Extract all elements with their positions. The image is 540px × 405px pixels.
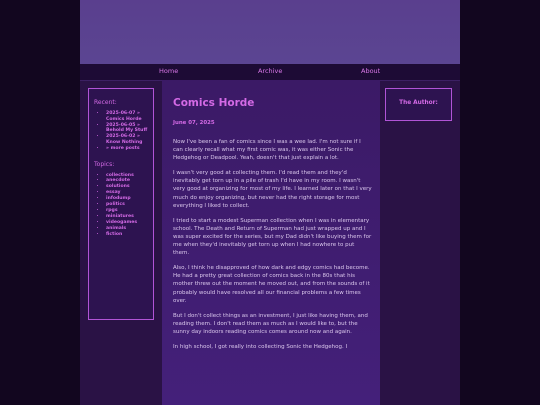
- post-title: Comics Horde: [173, 97, 255, 109]
- recent-post-link[interactable]: 2025-06-05 » Behold My Stuff: [106, 122, 148, 134]
- topic-link[interactable]: videogames: [106, 219, 138, 225]
- topic-link[interactable]: miniatures: [106, 213, 134, 219]
- list-item: [106, 232, 149, 238]
- topic-link[interactable]: animals: [106, 225, 127, 231]
- nav-home-link[interactable]: Home: [159, 67, 179, 75]
- recent-post-link[interactable]: 2025-06-02 » Know Nothing: [106, 134, 143, 145]
- post-paragraph: I tried to start a modest Superman collection when I was in elementary school. The Death and Return of Superman had just wrapped up and I was super excited for the series, but my Dad didn't like buying them for me when they'd inevitably get torn up when I had nowhere to put them.: [173, 217, 372, 257]
- topic-link[interactable]: politics: [106, 202, 125, 208]
- topic-link[interactable]: collections: [106, 172, 134, 178]
- nav-archive-link[interactable]: Archive: [258, 67, 283, 75]
- topic-link[interactable]: anecdote: [106, 178, 130, 184]
- more-posts-link[interactable]: » more posts: [106, 145, 140, 151]
- list-item: [106, 134, 149, 146]
- list-item: [106, 146, 149, 152]
- header-banner: [80, 0, 460, 65]
- top-nav: [80, 64, 460, 81]
- list-item: [106, 123, 149, 135]
- page-frame: [80, 0, 460, 405]
- recent-post-link[interactable]: 2025-06-07 » Comics Horde: [106, 111, 142, 122]
- post-paragraph: Now I've been a fan of comics since I was a wee lad. I'm not sure if I can clearly recall what my first comic was, it was either Sonic the Hedgehog or Deadpool. Yeah, doesn't that just explain a lot.: [173, 139, 361, 162]
- author-box: [385, 88, 452, 121]
- topics-list: [94, 173, 149, 238]
- topics-heading: Topics:: [94, 160, 115, 168]
- nav-about-link[interactable]: About: [361, 67, 381, 75]
- topic-link[interactable]: solutions: [106, 184, 130, 190]
- post-paragraph: But I don't collect things as an investment, I just like having them, and reading them. I don't read them as much as I would like to, but the sunny day indoors reading comics comes around now and again.: [173, 312, 368, 335]
- topic-link[interactable]: fiction: [106, 231, 123, 237]
- topic-link[interactable]: essay: [106, 190, 121, 196]
- author-heading: The Author:: [399, 100, 438, 106]
- post-paragraph: In high school, I got really into collecting Sonic the Hedgehog. I: [173, 343, 348, 350]
- topic-link[interactable]: rpgs: [106, 208, 118, 214]
- recent-list: [94, 111, 149, 152]
- main-content: [162, 80, 380, 405]
- post-date: June 07, 2025: [173, 120, 215, 126]
- topic-link[interactable]: infodump: [106, 196, 131, 202]
- left-sidebar: [88, 88, 154, 320]
- post-paragraph: Also, I think he disapproved of how dark and edgy comics had become. He had a pretty great collection of comics back in the 80s that his mother threw out the moment he moved out, and from the sounds of it probably would have resolved all our financial problems a few times over.: [173, 265, 370, 304]
- recent-heading: Recent:: [94, 99, 117, 106]
- post-paragraph: I wasn't very good at collecting them. I'd read them and they'd inevitably get torn up in a pile of trash I'd have in my room. I wasn't very good at organizing for most of my life. I learned later on that I very much do enjoy organizing, but never had the right storage for most everything I liked to collect.: [173, 170, 372, 209]
- list-item: [106, 111, 149, 123]
